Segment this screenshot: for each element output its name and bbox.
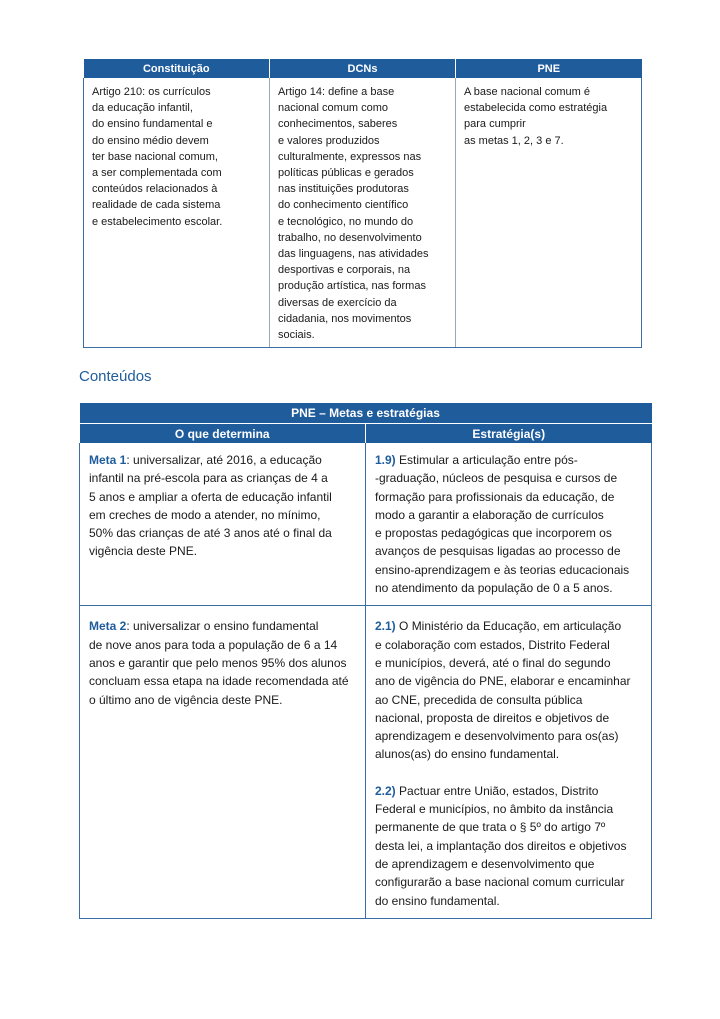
goal-cell [80, 443, 366, 606]
cell-pne: A base nacional comum é estabelecida como estratégia para cumprir as metas 1, 2, 3 e 7. [456, 78, 642, 348]
strategy-text: O Ministério da Educação, em articulação e colaboração com estados, Distrito Federal e municípios, deverá, até o final do segundo ano de vigência do PNE, elaborar e encaminhar ao CNE, precedida de consulta pública nacional, proposta de direitos e objetivos de aprendizagem e desenvolvimento para os(as) alunos(as) do ensino fundamental. [375, 619, 631, 762]
strategy-label: 2.1) [375, 619, 396, 634]
strategy-cell [366, 443, 652, 606]
table-row [80, 443, 652, 606]
strategy-label: 2.2) [375, 783, 396, 798]
goal-text: : universalizar o ensino fundamental de nove anos para toda a população de 6 a 14 anos e garantir que pelo menos 95% dos alunos concluam essa etapa na idade recomendada até o último ano de vigência deste PNE. [89, 619, 349, 707]
strategy-text: Estimular a articulação entre pós- -graduação, núcleos de pesquisa e cursos de formação para profissionais da educação, de modo a garantir a elaboração de currículos e propostas pedagógicas que incorporem os avanços de pesquisas ligadas ao processo de ensino-aprendizagem e às teorias educacionais no atendimento da população de 0 a 5 anos. [375, 453, 630, 596]
header-pne: PNE [456, 59, 642, 78]
pne-goals-table [79, 403, 652, 919]
header-what-determines: O que determina [80, 424, 366, 444]
pne-table-title: PNE – Metas e estratégias [80, 403, 652, 424]
goal-label: Meta 2 [89, 619, 127, 634]
goal-text: : universalizar, até 2016, a educação infantil na pré-escola para as crianças de 4 a 5 anos e ampliar a oferta de educação infantil em creches de modo a atender, no mínimo, 50% das crianças de até 3 anos até o final da vigência deste PNE. [89, 453, 332, 559]
legal-framework-table [83, 59, 642, 348]
header-strategies: Estratégia(s) [366, 424, 652, 444]
strategy-paragraph [375, 782, 642, 910]
cell-dcns: Artigo 14: define a base nacional comum como conhecimentos, saberes e valores produzidos culturalmente, expressos nas políticas públicas e gerados nas instituições produtoras do conhecimento científico e tecnológico, no mundo do trabalho, no desenvolvimento das linguagens, nas atividades desportivas e corporais, na produção artística, nas formas diversas de exercício da cidadania, nos movimentos sociais. [270, 78, 456, 348]
cell-constituicao: Artigo 210: os currículos da educação infantil, do ensino fundamental e do ensino médio devem ter base nacional comum, a ser complementada com conteúdos relacionados à realidade de cada sistema e estabelecimento escolar. [84, 78, 270, 348]
goal-label: Meta 1 [89, 453, 127, 467]
strategy-cell [366, 606, 652, 918]
section-title: Conteúdos [79, 368, 152, 385]
table-row [80, 606, 652, 918]
goal-cell [80, 606, 366, 918]
strategy-label: 1.9) [375, 453, 396, 467]
strategy-text: Pactuar entre União, estados, Distrito Federal e municípios, no âmbito da instância permanente de que trata o § 5º do artigo 7º desta lei, a implantação dos direitos e objetivos de aprendizagem e desenvolvimento que configurarão a base nacional comum curricular do ensino fundamental. [375, 783, 627, 908]
header-constituicao: Constituição [84, 59, 270, 78]
header-dcns: DCNs [270, 59, 456, 78]
